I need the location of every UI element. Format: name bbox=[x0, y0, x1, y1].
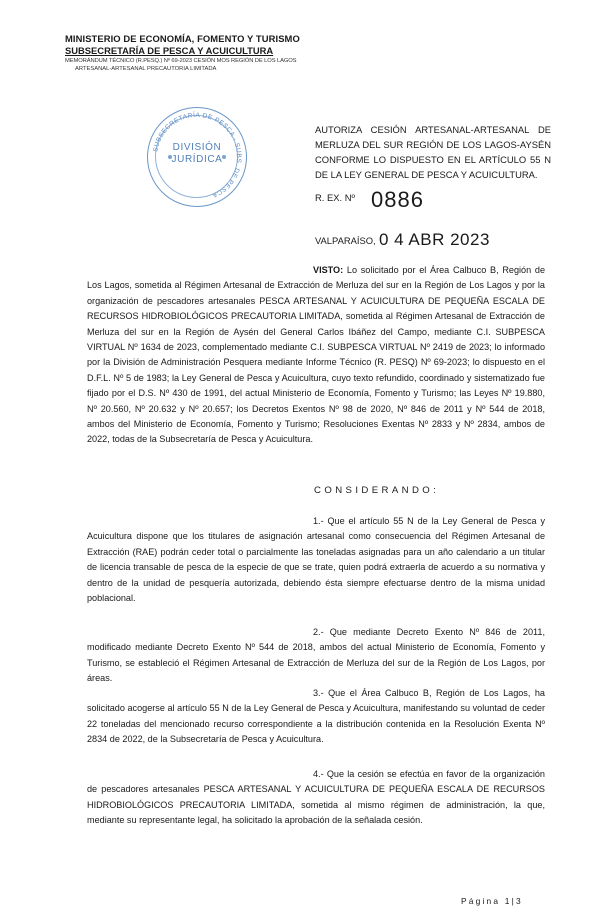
resolution-number-label: R. EX. Nº bbox=[315, 192, 355, 203]
considerando-item-2: 2.- Que mediante Decreto Exento Nº 846 de 2011, modificado mediante Decreto Exento Nº 544 de 2018, ambos del actual Ministerio de Economía, Fomento y Turismo, se estableció el Régimen Artesanal de Extracción de Merluza del sur de la Región de Los Lagos, por áreas. bbox=[87, 627, 545, 684]
considerando-item-1: 1.- Que el artículo 55 N de la Ley General de Pesca y Acuicultura dispone que los titulares de asignación artesanal como consecuencia del Régimen Artesanal de Extracción (RAE) podrán ceder total o parcialmente las toneladas asignadas para un año calendario a un titular de licencia transable de pesca de la especie de que se trate, quien podrá extraerla de acuerdo a su normativa y dentro de la unidad de pesquería autorizada, debiendo ésta siempre efectuarse dentro de la misma unidad poblacional. bbox=[87, 516, 545, 604]
considerando-title: CONSIDERANDO: bbox=[314, 485, 440, 496]
subsecretaria-name: SUBSECRETARÍA DE PESCA Y ACUICULTURA bbox=[65, 45, 274, 56]
stamp-line-1: DIVISIÓN bbox=[172, 142, 222, 153]
stamp-dot-right bbox=[222, 155, 226, 159]
considerando-item-4: 4.- Que la cesión se efectúa en favor de la organización de pescadores artesanales PESCA ARTESANAL Y ACUICULTURA DE PEQUEÑA ESCALA DE RECURSOS HIDROBIOLÓGICOS PRECAUTORIA LIMITADA, sometida al mismo régimen de administración, la que, mediante su representante legal, ha solicitado la aprobación de la señalada cesión. bbox=[87, 769, 545, 826]
stamp-dot-left bbox=[168, 155, 172, 159]
letterhead bbox=[65, 33, 365, 73]
visto-text: Lo solicitado por el Área Calbuco B, Región de Los Lagos, sometida al Régimen Artesanal de Extracción de Merluza del sur en la Región de Los Lagos y por la organización de pescadores artesanales PESCA ARTESANAL Y ACUICULTURA DE PEQUEÑA ESCALA DE RECURSOS HIDROBIOLÓGICOS PRECAUTORIA LIMITADA, sometida al Régimen Artesanal de Extracción de Merluza del sur en la Región de Aysén del General Carlos Ibáñez del Campo, mediante C.I. SUBPESCA VIRTUAL Nº 1634 de 2023, complementado mediante C.I. SUBPESCA VIRTUAL Nº 2419 de 2023; lo informado por la División de Administración Pesquera mediante Informe Técnico (R. PESQ) Nº 69-2023; lo dispuesto en el D.F.L. Nº 5 de 1983; la Ley General de Pesca y Acuicultura, cuyo texto refundido, coordinado y sistematizado fue fijado por el D.S. Nº 430 de 1991, del actual Ministerio de Economía, Fomento y Turismo; las Leyes Nº 19.880, Nº 20.560, Nº 20.632 y Nº 20.657; los Decretos Exentos Nº 98 de 2020, Nº 846 de 2011 y Nº 544 de 2018, ambos del Ministerio de Economía, Fomento y Turismo; Resoluciones Exentas Nº 2833 y Nº 2834, ambos de 2022, todas de la Subsecretaría de Pesca y Acuicultura. bbox=[87, 265, 546, 445]
stamp-center-text bbox=[148, 142, 246, 166]
memo-reference-line-2: ARTESANAL-ARTESANAL PRECAUTORIA LIMITADA bbox=[75, 66, 217, 72]
ministry-name: MINISTERIO DE ECONOMÍA, FOMENTO Y TURISMO bbox=[65, 33, 300, 44]
considerando-item-3: 3.- Que el Área Calbuco B, Región de Los Lagos, ha solicitado acogerse al artículo 55 N de la Ley General de Pesca y Acuicultura, manifestando su voluntad de ceder 22 toneladas del mencionado recurso correspondiente a la distribución contenida en la Resolución Exenta Nº 2834 de 2022, de la Subsecretaría de Pesca y Acuicultura. bbox=[87, 688, 545, 745]
division-juridica-stamp bbox=[147, 107, 247, 207]
page-number: Página 1|3 bbox=[461, 896, 523, 906]
stamp-line-2: JURÍDICA bbox=[171, 154, 223, 165]
memo-reference-line-1: MEMORÁNDUM TÉCNICO (R.PESQ.) Nº 69-2023 CESIÓN MOS REGIÓN DE LOS LAGOS bbox=[65, 58, 297, 64]
resolution-place: VALPARAÍSO, bbox=[315, 235, 376, 246]
resolution-number: 0886 bbox=[371, 187, 424, 212]
resolution-subject: AUTORIZA CESIÓN ARTESANAL-ARTESANAL DE MERLUZA DEL SUR REGIÓN DE LOS LAGOS-AYSÉN CONFORME LO DISPUESTO EN EL ARTÍCULO 55 N DE LA LEY GENERAL DE PESCA Y ACUICULTURA. bbox=[315, 124, 551, 180]
visto-label: VISTO: bbox=[313, 265, 344, 275]
resolution-date: 0 4 ABR 2023 bbox=[379, 230, 490, 249]
stamp-ring-label: SUBSECRETARÍA DE PESCA - SUBS. DE PESCA bbox=[152, 111, 243, 199]
visto-paragraph bbox=[87, 263, 545, 448]
